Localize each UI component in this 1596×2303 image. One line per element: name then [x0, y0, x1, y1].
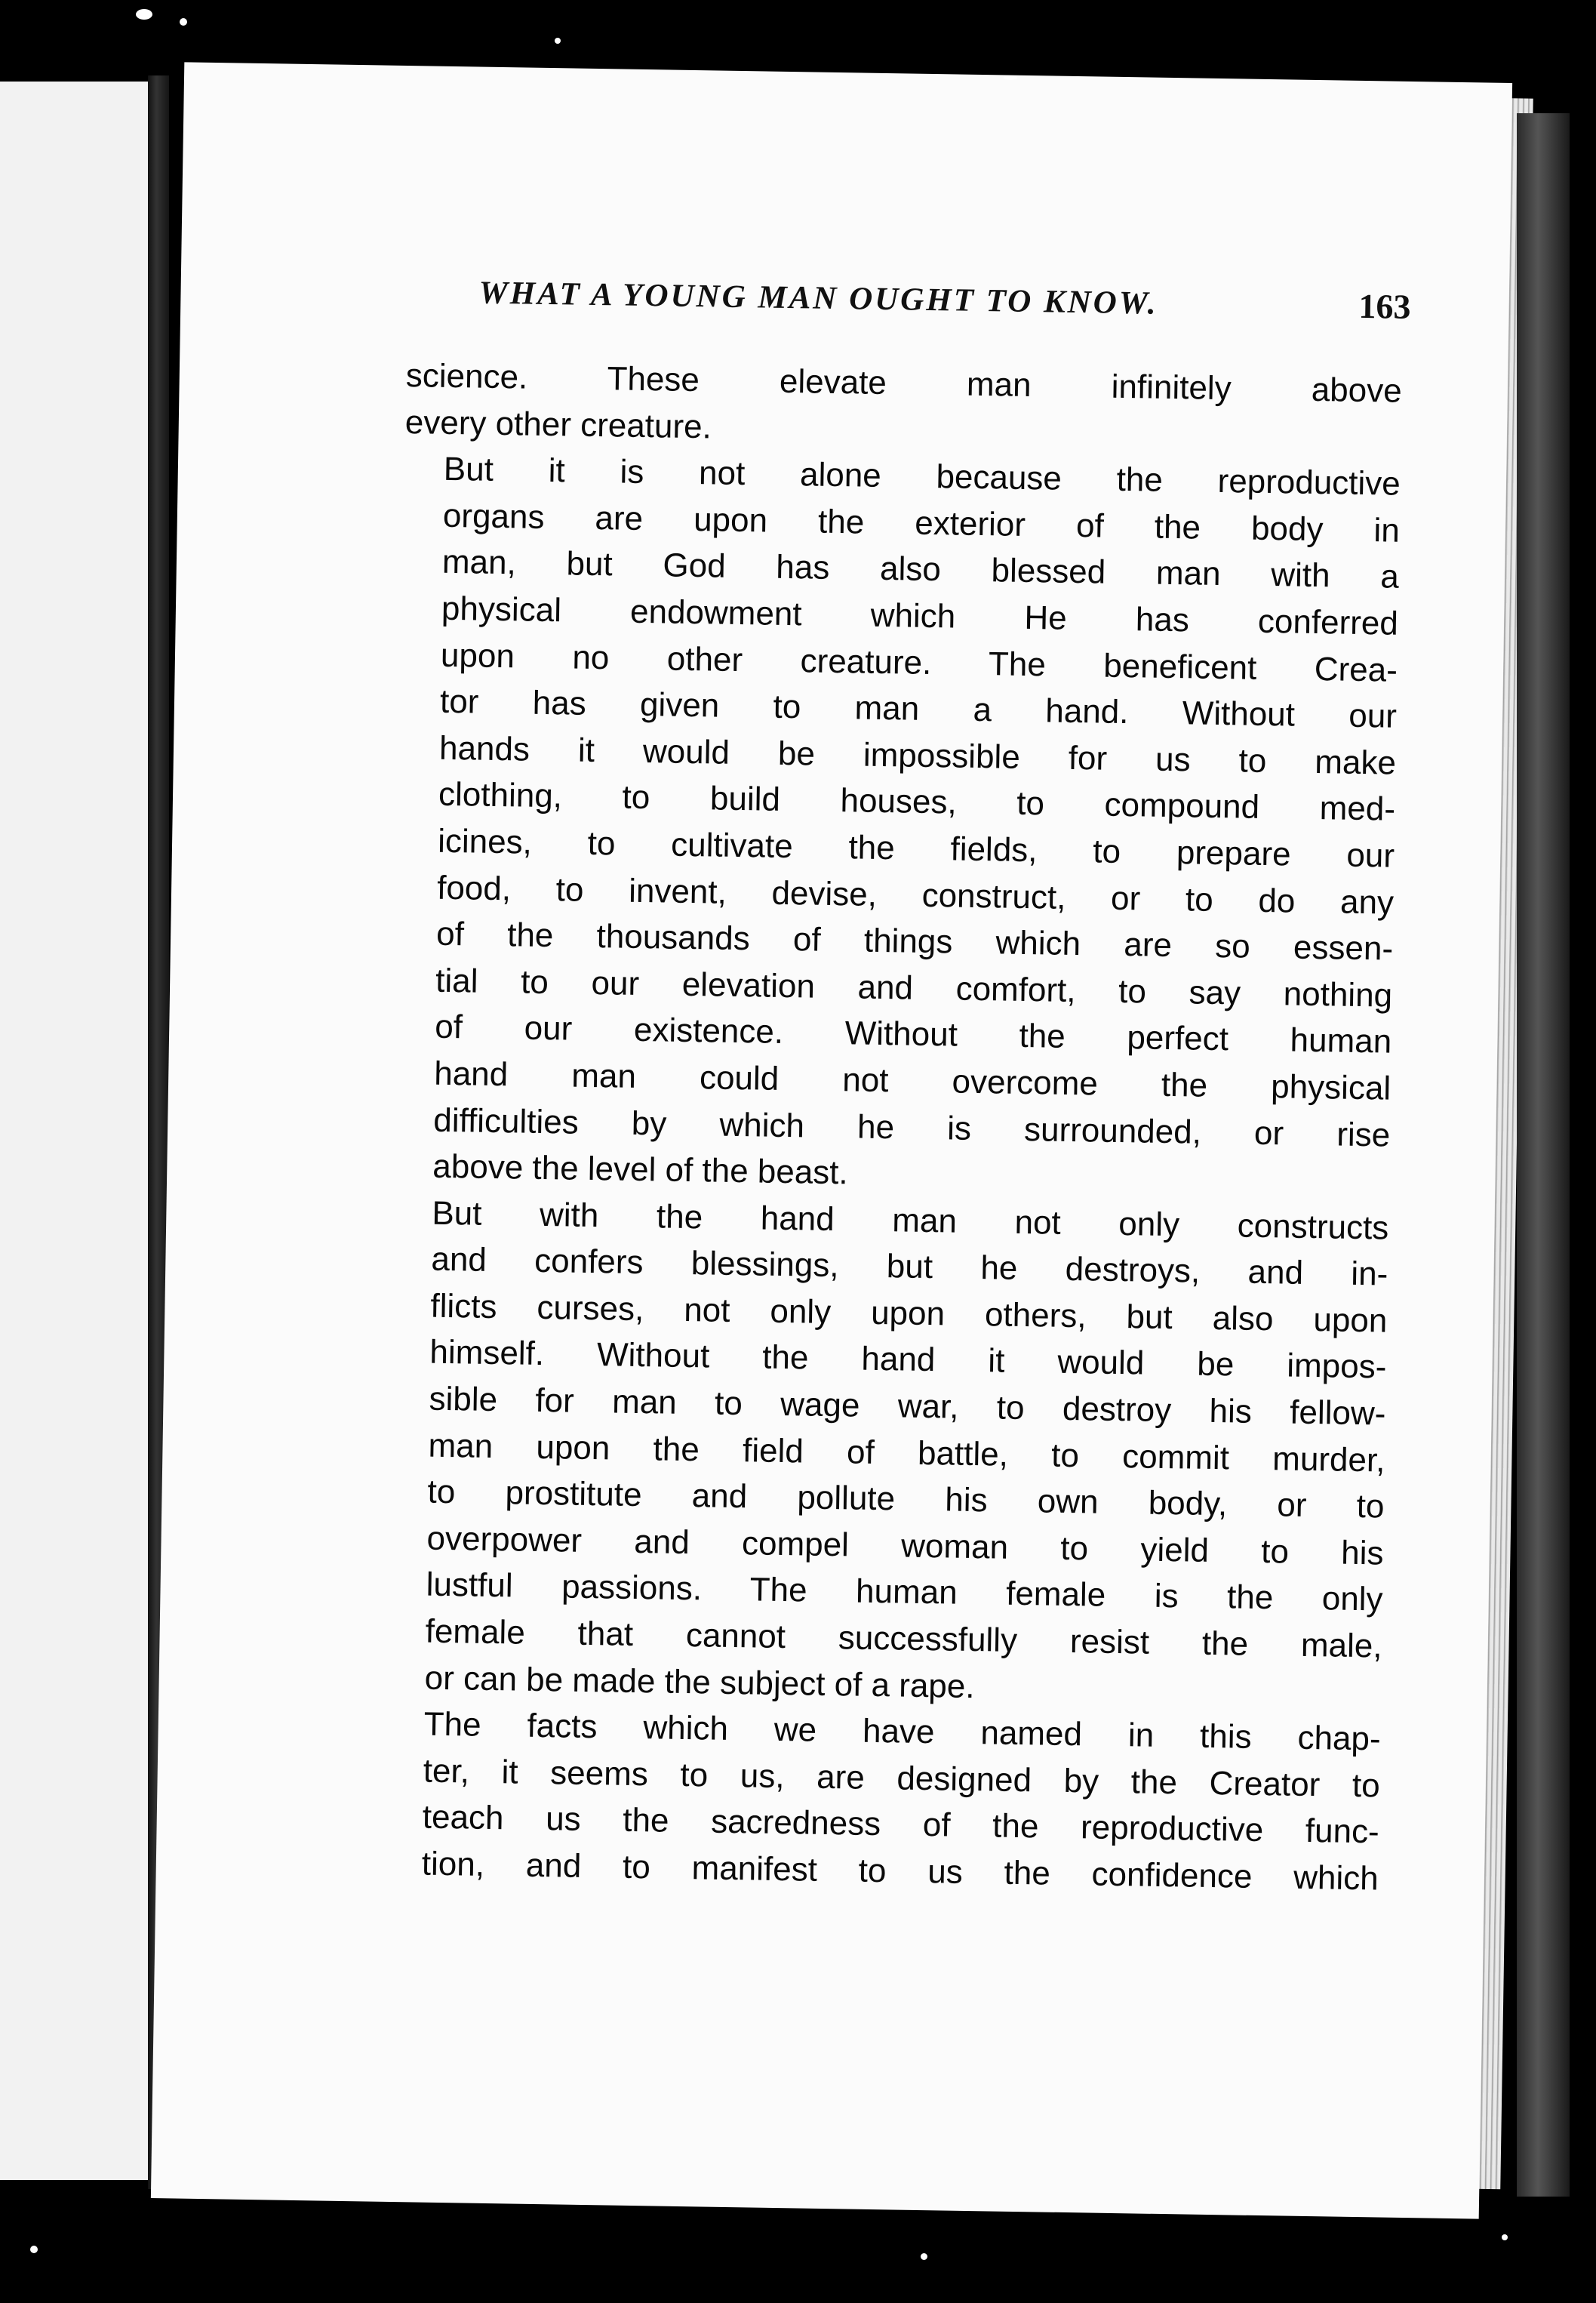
scan-speck — [136, 9, 152, 20]
text-line: food, to invent, devise, construct, or to do any — [436, 869, 1395, 922]
paragraph-3 — [385, 1190, 1388, 1716]
scan-speck — [555, 38, 561, 44]
text-line: upon no other creature. The beneficent Crea- — [440, 636, 1398, 689]
text-line: and confers blessings, but he destroys, and in- — [431, 1240, 1388, 1293]
text-line: above the level of the beast. — [432, 1147, 849, 1192]
text-line: to prostitute and pollute his own body, or to — [427, 1473, 1385, 1526]
text-line: ter, it seems to us, are designed by the Creator to — [423, 1752, 1381, 1805]
text-line: organs are upon the exterior of the body in — [442, 497, 1401, 550]
text-line: But it is not alone because the reproductive — [443, 451, 1401, 503]
page-number: 163 — [1358, 286, 1411, 326]
text-line: icines, to cultivate the fields, to prepare our — [437, 822, 1395, 875]
scan-speck — [180, 18, 187, 26]
scan-speck — [30, 2246, 38, 2253]
left-page-edge — [0, 82, 155, 2180]
scan-speck — [1004, 75, 1017, 80]
text-line: hand man could not overcome the physical — [433, 1055, 1392, 1107]
paragraph-1 — [404, 353, 1402, 461]
book-page — [151, 62, 1512, 2218]
scan-speck — [921, 2253, 927, 2260]
text-line: teach us the sacredness of the reproductive func- — [422, 1799, 1380, 1851]
text-line: tor has given to man a hand. Without our — [439, 682, 1398, 735]
text-line: every other creature. — [404, 403, 712, 445]
text-line: tial to our elevation and comfort, to say nothing — [435, 962, 1393, 1014]
paragraph-4 — [382, 1701, 1381, 1902]
text-line: or can be made the subject of a rape. — [424, 1659, 975, 1705]
text-line: overpower and compel woman to yield to his — [426, 1519, 1384, 1572]
paragraph-2 — [393, 445, 1401, 1205]
text-line: female that cannot successfully resist the male, — [425, 1612, 1382, 1665]
text-line: of our existence. Without the perfect human — [434, 1008, 1392, 1061]
text-line: But with the hand man not only constructs — [432, 1194, 1389, 1247]
text-line: himself. Without the hand it would be impos- — [429, 1334, 1387, 1387]
text-line: hands it would be impossible for us to make — [438, 729, 1397, 782]
text-line: sible for man to wage war, to destroy his fellow- — [429, 1380, 1386, 1433]
text-line: physical endowment which He has conferred — [441, 590, 1399, 642]
text-line: science. These elevate man infinitely above — [405, 357, 1403, 410]
text-line: of the thousands of things which are so essen- — [435, 915, 1394, 968]
text-line: man, but God has also blessed man with a — [441, 543, 1400, 596]
text-line: The facts which we have named in this chap- — [423, 1705, 1382, 1758]
text-line: lustful passions. The human female is the only — [426, 1566, 1383, 1618]
scan-speck — [1502, 2234, 1508, 2240]
text-line: man upon the field of battle, to commit murder, — [428, 1427, 1385, 1479]
text-line: tion, and to manifest to us the confidence which — [421, 1845, 1379, 1898]
running-head: WHAT A YOUNG MAN OUGHT TO KNOW. — [478, 275, 1158, 322]
text-line: clothing, to build houses, to compound med- — [438, 776, 1396, 829]
cover-edge — [1517, 113, 1570, 2197]
body-text — [382, 353, 1402, 1902]
text-line: flicts curses, not only upon others, but also upon — [430, 1287, 1388, 1340]
text-line: difficulties by which he is surrounded, or rise — [432, 1101, 1391, 1154]
